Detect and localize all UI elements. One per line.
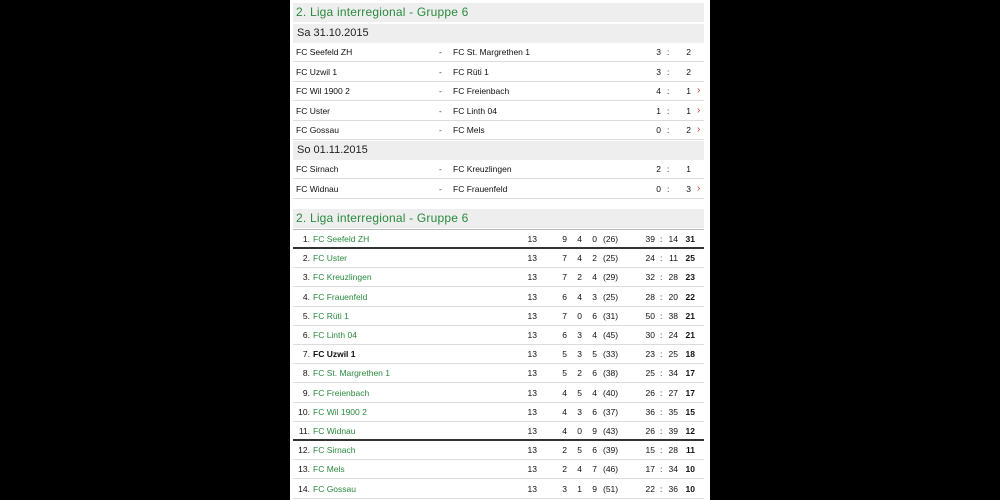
match-row <box>293 43 704 62</box>
penalty-points: (38) <box>603 368 619 379</box>
away-team: FC Mels <box>453 125 485 135</box>
losses: 9 <box>592 483 597 494</box>
goals-separator: : <box>660 445 663 456</box>
away-score: 2 <box>686 47 691 57</box>
games-played: 13 <box>527 349 537 360</box>
date-header-saturday: Sa 31.10.2015 <box>293 24 704 43</box>
penalty-points: (40) <box>603 387 619 398</box>
table-row <box>293 422 704 441</box>
goals-separator: : <box>660 272 663 283</box>
draws: 3 <box>577 330 582 340</box>
score-separator: : <box>667 66 670 77</box>
goals-against: 36 <box>668 483 678 494</box>
points: 10 <box>685 464 695 475</box>
chevron-right-icon[interactable]: › <box>697 85 701 96</box>
penalty-points: (29) <box>603 272 619 283</box>
rank: 10. <box>298 406 310 417</box>
goals-separator: : <box>660 483 663 494</box>
rank: 3. <box>302 272 310 283</box>
rank: 2. <box>302 253 310 264</box>
team-link[interactable]: FC Rüti 1 <box>313 310 349 321</box>
home-score: 3 <box>656 47 661 57</box>
team-link[interactable]: FC Seefeld ZH <box>313 234 370 244</box>
team-link[interactable]: FC Freienbach <box>313 387 370 398</box>
home-score: 0 <box>656 125 661 135</box>
goals-separator: : <box>660 464 663 475</box>
games-played: 13 <box>527 330 537 340</box>
table-row <box>293 364 704 383</box>
losses: 6 <box>592 310 597 321</box>
goals-for: 39 <box>645 234 655 244</box>
wins: 5 <box>562 349 567 360</box>
goals-separator: : <box>660 406 663 417</box>
losses: 4 <box>592 330 597 340</box>
penalty-points: (45) <box>603 330 619 340</box>
goals-for: 36 <box>645 406 655 417</box>
games-played: 13 <box>527 464 537 475</box>
goals-separator: : <box>660 234 663 244</box>
goals-against: 14 <box>668 234 678 244</box>
losses: 5 <box>592 349 597 360</box>
home-score: 4 <box>656 86 661 96</box>
wins: 9 <box>562 234 567 244</box>
draws: 4 <box>577 464 582 475</box>
penalty-points: (25) <box>603 291 619 302</box>
match-row[interactable] <box>293 180 704 199</box>
away-team: FC Freienbach <box>453 86 510 96</box>
losses: 6 <box>592 445 597 456</box>
table-row <box>293 441 704 460</box>
losses: 6 <box>592 406 597 417</box>
games-played: 13 <box>527 234 537 244</box>
wins: 5 <box>562 368 567 379</box>
rank: 7. <box>302 349 310 360</box>
home-score: 0 <box>656 183 661 194</box>
score-separator: : <box>667 105 670 116</box>
draws: 0 <box>577 426 582 436</box>
losses: 4 <box>592 387 597 398</box>
away-score: 2 <box>686 66 691 77</box>
points: 15 <box>685 406 695 417</box>
home-team: FC Uzwil 1 <box>296 66 338 77</box>
losses: 0 <box>592 234 597 244</box>
home-team: FC Seefeld ZH <box>296 47 353 57</box>
table-row <box>293 307 704 326</box>
losses: 7 <box>592 464 597 475</box>
chevron-right-icon[interactable]: › <box>697 124 701 135</box>
away-score: 3 <box>686 183 691 194</box>
games-played: 13 <box>527 253 537 264</box>
match-row[interactable] <box>293 121 704 140</box>
goals-against: 28 <box>668 445 678 456</box>
match-row[interactable] <box>293 82 704 101</box>
goals-against: 34 <box>668 368 678 379</box>
table-row <box>293 249 704 268</box>
team-link[interactable]: FC Widnau <box>313 426 356 436</box>
away-team: FC Kreuzlingen <box>453 164 512 174</box>
wins: 6 <box>562 291 567 302</box>
goals-against: 28 <box>668 272 678 283</box>
goals-for: 25 <box>645 368 655 379</box>
team-link[interactable]: FC Sirnach <box>313 445 356 456</box>
goals-for: 30 <box>645 330 655 340</box>
vs-dash: - <box>439 125 442 135</box>
vs-dash: - <box>439 183 442 194</box>
goals-separator: : <box>660 349 663 360</box>
chevron-right-icon[interactable]: › <box>697 104 701 116</box>
rank: 12. <box>298 445 310 456</box>
goals-separator: : <box>660 310 663 321</box>
score-separator: : <box>667 183 670 194</box>
team-link[interactable]: FC Wil 1900 2 <box>313 406 367 417</box>
penalty-points: (51) <box>603 483 619 494</box>
away-score: 1 <box>686 86 691 96</box>
rank: 9. <box>302 387 310 398</box>
home-score: 1 <box>656 105 661 116</box>
wins: 3 <box>562 483 567 494</box>
games-played: 13 <box>527 483 537 494</box>
goals-separator: : <box>660 253 663 264</box>
goals-for: 50 <box>645 310 655 321</box>
points: 21 <box>685 330 695 340</box>
games-played: 13 <box>527 387 537 398</box>
table-row <box>293 230 704 249</box>
team-link: FC Uzwil 1 <box>313 349 356 360</box>
home-score: 3 <box>656 66 661 77</box>
rank: 6. <box>302 330 310 340</box>
games-played: 13 <box>527 291 537 302</box>
score-separator: : <box>667 164 670 174</box>
games-played: 13 <box>527 406 537 417</box>
draws: 0 <box>577 310 582 321</box>
points: 12 <box>685 426 695 436</box>
goals-for: 22 <box>645 483 655 494</box>
home-team: FC Gossau <box>296 125 339 135</box>
goals-for: 28 <box>645 291 655 302</box>
goals-against: 24 <box>668 330 678 340</box>
rank: 14. <box>298 483 310 494</box>
goals-against: 25 <box>668 349 678 360</box>
losses: 9 <box>592 426 597 436</box>
games-played: 13 <box>527 272 537 283</box>
draws: 4 <box>577 291 582 302</box>
team-link[interactable]: FC Gossau <box>313 483 356 494</box>
draws: 4 <box>577 253 582 264</box>
goals-against: 11 <box>669 253 678 264</box>
penalty-points: (39) <box>603 445 619 456</box>
vs-dash: - <box>439 164 442 174</box>
goals-for: 15 <box>645 445 655 456</box>
goals-separator: : <box>660 368 663 379</box>
home-score: 2 <box>656 164 661 174</box>
away-score: 2 <box>686 125 691 135</box>
draws: 5 <box>577 387 582 398</box>
rank: 4. <box>302 291 310 302</box>
goals-against: 20 <box>668 291 678 302</box>
goals-against: 38 <box>668 310 678 321</box>
chevron-right-icon[interactable]: › <box>697 182 701 194</box>
team-link[interactable]: FC St. Margrethen 1 <box>313 368 391 379</box>
penalty-points: (33) <box>603 349 619 360</box>
wins: 7 <box>562 253 567 264</box>
vs-dash: - <box>439 86 442 96</box>
points: 18 <box>685 349 695 360</box>
rank: 13. <box>298 464 310 475</box>
points: 10 <box>685 483 695 494</box>
goals-against: 35 <box>668 406 678 417</box>
table-row <box>293 480 704 499</box>
team-link[interactable]: FC Mels <box>313 464 345 475</box>
draws: 3 <box>577 406 582 417</box>
games-played: 13 <box>527 445 537 456</box>
table-row <box>293 326 704 345</box>
away-score: 1 <box>686 105 691 116</box>
goals-against: 39 <box>668 426 678 436</box>
home-team: FC Widnau <box>296 183 339 194</box>
score-separator: : <box>667 47 670 57</box>
wins: 4 <box>562 387 567 398</box>
goals-for: 26 <box>645 387 655 398</box>
match-row[interactable] <box>293 102 704 121</box>
games-played: 13 <box>527 368 537 379</box>
standings-title: 2. Liga interregional - Gruppe 6 <box>293 209 704 228</box>
penalty-points: (37) <box>603 406 619 417</box>
away-team: FC St. Margrethen 1 <box>453 47 531 57</box>
points: 31 <box>685 234 695 244</box>
goals-against: 27 <box>668 387 678 398</box>
date-header-sunday: So 01.11.2015 <box>293 141 704 160</box>
points: 22 <box>685 291 695 302</box>
games-played: 13 <box>527 426 537 436</box>
wins: 7 <box>562 310 567 321</box>
rank: 8. <box>302 368 310 379</box>
vs-dash: - <box>439 47 442 57</box>
away-score: 1 <box>686 164 691 174</box>
team-link[interactable]: FC Linth 04 <box>313 330 357 340</box>
goals-for: 26 <box>645 426 655 436</box>
penalty-points: (43) <box>603 426 619 436</box>
home-team: FC Uster <box>296 105 330 116</box>
away-team: FC Linth 04 <box>453 105 497 116</box>
score-separator: : <box>667 125 670 135</box>
score-separator: : <box>667 86 670 96</box>
goals-separator: : <box>660 426 663 436</box>
goals-separator: : <box>660 291 663 302</box>
home-team: FC Wil 1900 2 <box>296 86 350 96</box>
games-played: 13 <box>527 310 537 321</box>
team-link[interactable]: FC Kreuzlingen <box>313 272 372 283</box>
goals-for: 24 <box>645 253 655 264</box>
vs-dash: - <box>439 66 442 77</box>
away-team: FC Frauenfeld <box>453 183 508 194</box>
table-row <box>293 288 704 307</box>
losses: 4 <box>592 272 597 283</box>
points: 17 <box>685 387 695 398</box>
points: 23 <box>685 272 695 283</box>
losses: 3 <box>592 291 597 302</box>
team-link[interactable]: FC Frauenfeld <box>313 291 368 302</box>
losses: 6 <box>592 368 597 379</box>
fixtures-title: 2. Liga interregional - Gruppe 6 <box>293 3 704 22</box>
rank: 5. <box>302 310 310 321</box>
match-row <box>293 160 704 179</box>
wins: 7 <box>562 272 567 283</box>
rank: 1. <box>302 234 310 244</box>
draws: 2 <box>577 272 582 283</box>
penalty-points: (25) <box>603 253 619 264</box>
draws: 4 <box>577 234 582 244</box>
losses: 2 <box>592 253 597 264</box>
rank: 11. <box>298 426 310 436</box>
points: 25 <box>685 253 695 264</box>
league-panel <box>290 0 710 500</box>
wins: 6 <box>562 330 567 340</box>
goals-for: 32 <box>645 272 655 283</box>
goals-for: 17 <box>645 464 655 475</box>
goals-separator: : <box>660 387 663 398</box>
penalty-points: (31) <box>603 310 619 321</box>
points: 11 <box>686 445 695 456</box>
draws: 2 <box>577 368 582 379</box>
wins: 2 <box>562 445 567 456</box>
table-row <box>293 403 704 422</box>
table-row <box>293 384 704 403</box>
draws: 5 <box>577 445 582 456</box>
points: 21 <box>685 310 695 321</box>
penalty-points: (26) <box>603 234 619 244</box>
goals-against: 34 <box>668 464 678 475</box>
points: 17 <box>685 368 695 379</box>
penalty-points: (46) <box>603 464 619 475</box>
draws: 3 <box>577 349 582 360</box>
wins: 4 <box>562 426 567 436</box>
goals-for: 23 <box>645 349 655 360</box>
team-link[interactable]: FC Uster <box>313 253 347 264</box>
match-row <box>293 63 704 82</box>
wins: 4 <box>562 406 567 417</box>
goals-separator: : <box>660 330 663 340</box>
vs-dash: - <box>439 105 442 116</box>
table-row <box>293 460 704 479</box>
wins: 2 <box>562 464 567 475</box>
draws: 1 <box>577 483 582 494</box>
table-row <box>293 345 704 364</box>
home-team: FC Sirnach <box>296 164 339 174</box>
away-team: FC Rüti 1 <box>453 66 489 77</box>
table-row <box>293 268 704 287</box>
